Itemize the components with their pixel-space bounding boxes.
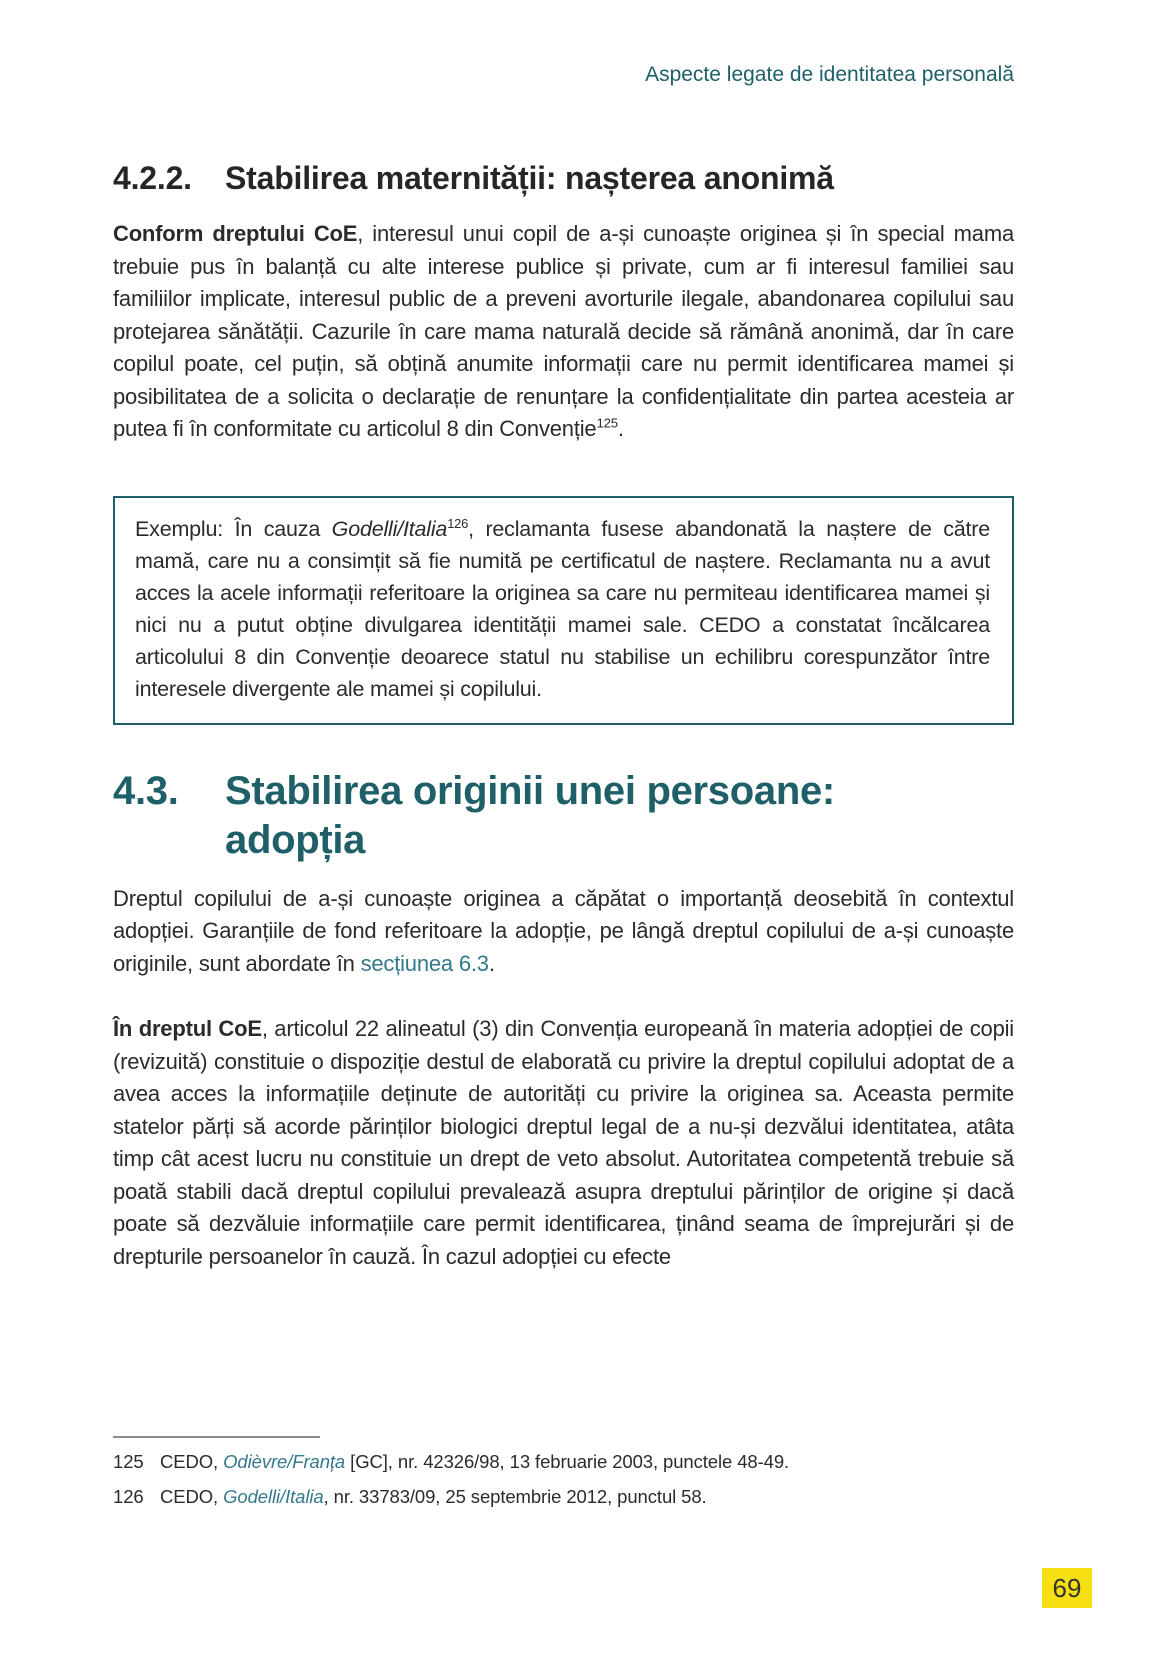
footnote-text xyxy=(160,1450,789,1474)
footnote-item-125 xyxy=(113,1450,1014,1474)
footnote-suffix: , nr. 33783/09, 25 septembrie 2012, punctul 58. xyxy=(323,1486,707,1507)
paragraph-body: , articolul 22 alineatul (3) din Convenția europeană în materia adopției de copii (revizuită) constituie o dispoziție destul de elaborată cu privire la dreptul copilului adoptat de a avea acces la informațiile deținute de autorități cu privire la originea sa. Aceasta permite statelor părți să acorde părinților biologici dreptul legal de a nu-și dezvălui identitatea, atâta timp cât acest lucru nu constituie un drept de veto absolut. Autoritatea competentă trebuie să poată stabili dacă dreptul copilului prevalează asupra dreptului părinților de origine și dacă poate să dezvăluie informațiile care permit identificarea, ținând seama de împrejurări și de drepturile persoanelor în cauză. În cazul adopției cu efecte xyxy=(113,1016,1014,1269)
page-number: 69 xyxy=(1052,1572,1082,1603)
footnote-number: 126 xyxy=(113,1486,144,1507)
example-body: , reclamanta fusese abandonată la naștere de către mamă, care nu a consimțit să fie numită pe certificatul de naștere. Reclamanta nu a avut acces la acele informații referitoare la originea sa care nu permiteau identificarea mamei și nici nu a putut obține divulgarea identității mamei sale. CEDO a constatat încălcarea articolului 8 din Convenție deoarece statul nu stabilise un echilibru corespunzător între interesele divergente ale mamei și copilului. xyxy=(135,516,990,701)
example-box xyxy=(113,496,1014,725)
footnote-section xyxy=(113,1436,1014,1520)
page-number-badge xyxy=(1042,1568,1092,1608)
example-box-paragraph xyxy=(135,513,990,705)
section-title-line1: Stabilirea originii unei persoane: xyxy=(225,768,835,813)
section-title-line2: adopția xyxy=(225,817,366,862)
footnote-divider xyxy=(113,1436,320,1438)
case-link-odievre[interactable]: Odièvre/Franța xyxy=(223,1451,346,1472)
footnote-number: 125 xyxy=(113,1451,144,1472)
running-header: Aspecte legate de identitatea personală xyxy=(645,63,1014,86)
section-title: Stabilirea maternității: nașterea anonimă xyxy=(225,160,834,196)
paragraph-body: Dreptul copilului de a-și cunoaște originea a căpătat o importanță deosebită în contextul adopției. Garanțiile de fond referitoare la adopție, pe lângă dreptul copilului de a-și cunoaște originile, sunt abordate în xyxy=(113,885,1014,976)
footnote-suffix: [GC], nr. 42326/98, 13 februarie 2003, punctele 48-49. xyxy=(345,1451,790,1472)
paragraph-tail: . xyxy=(488,950,495,976)
section-number: 4.3. xyxy=(113,768,179,813)
section-heading-422 xyxy=(113,158,1014,198)
footnote-ref-126: 126 xyxy=(447,515,469,531)
section-title xyxy=(225,767,835,865)
paragraph-lead-bold: Conform dreptului CoE xyxy=(113,221,358,246)
paragraph-adoption-intro xyxy=(113,883,1014,981)
paragraph-lead-bold: În dreptul CoE xyxy=(113,1016,262,1041)
footnote-ref-125: 125 xyxy=(596,415,618,431)
footnote-item-126 xyxy=(113,1485,1014,1509)
paragraph-coe-maternity xyxy=(113,218,1014,446)
footnote-prefix: CEDO, xyxy=(160,1486,224,1507)
paragraph-coe-adoption xyxy=(113,1013,1014,1273)
section-heading-43 xyxy=(113,767,1014,865)
section-6-3-link[interactable]: secțiunea 6.3 xyxy=(360,950,489,976)
paragraph-body: , interesul unui copil de a-și cunoaște originea și în special mama trebuie pus în balanță cu alte interese publice și private, cum ar fi interesul familiei sau familiilor implicate, interesul public de a preveni avorturile ilegale, abandonarea copilului sau protejarea sănătății. Cazurile în care mama naturală decide să rămână anonimă, dar în care copilul poate, cel puțin, să obțină anumite informații care nu permit identificarea mamei și posibilitatea de a solicita o declarație de renunțare la confidențialitate din partea acesteia ar putea fi în conformitate cu articolul 8 din Convenție xyxy=(113,221,1014,441)
paragraph-tail: . xyxy=(617,416,624,441)
section-number: 4.2.2. xyxy=(113,160,192,196)
footnote-prefix: CEDO, xyxy=(160,1451,224,1472)
case-name-godelli: Godelli/Italia xyxy=(331,516,448,541)
example-prefix: Exemplu: În cauza xyxy=(135,516,332,541)
footnote-text xyxy=(160,1485,707,1509)
case-link-godelli[interactable]: Godelli/Italia xyxy=(223,1486,324,1507)
